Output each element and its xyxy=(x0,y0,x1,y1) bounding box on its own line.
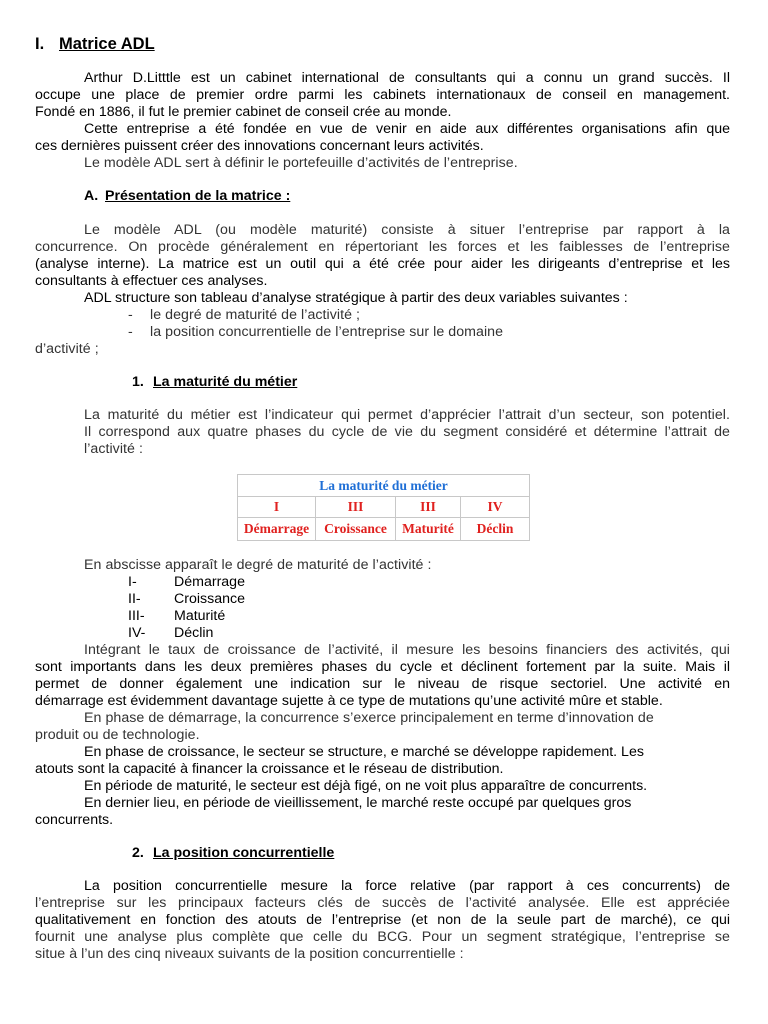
phase-list-item xyxy=(128,608,225,625)
position-line: qualitativement en fonction des atouts de l’entreprise (et non de la seule part de marché), ce qui xyxy=(35,912,730,928)
maturite-line: Il correspond aux quatre phases du cycle de vie du segment considéré et détermine l’attrait de xyxy=(84,424,730,440)
croissance-line: concurrents. xyxy=(35,812,114,828)
maturite-line: La maturité du métier est l’indicateur qui permet d’apprécier l’attrait d’un secteur, son potentiel. xyxy=(84,407,730,423)
croissance-line: produit ou de technologie. xyxy=(35,727,200,743)
croissance-line: En dernier lieu, en période de vieillissement, le marché reste occupé par quelques gros xyxy=(84,795,632,811)
intro-line: Cette entreprise a été fondée en vue de venir en aide aux différentes organisations afin que xyxy=(84,121,730,137)
phase-label: Déclin xyxy=(174,625,214,641)
croissance-line: atouts sont la capacité à financer la croissance et le réseau de distribution. xyxy=(35,761,504,777)
subsection-heading-2 xyxy=(132,845,334,862)
intro-line: occupe une place de premier ordre parmi les cabinets internationaux de conseil en management. xyxy=(35,87,730,103)
croissance-line: Intégrant le taux de croissance de l’activité, il mesure les besoins financiers des activités, qui xyxy=(84,642,730,658)
intro-line: Le modèle ADL sert à définir le portefeuille d’activités de l’entreprise. xyxy=(84,155,518,171)
croissance-line: sont importants dans les deux premières phases du cycle et déclinent fortement par la suite. Mais il xyxy=(35,659,730,675)
list-marker: III- xyxy=(128,608,145,624)
subsection-number: 1. xyxy=(132,374,144,390)
phase-label: Démarrage xyxy=(174,574,245,590)
subsection-number: A. xyxy=(84,188,99,204)
presentation-line: consultants à effectuer ces analyses. xyxy=(35,273,268,289)
table-caption: La maturité du métier xyxy=(238,475,530,497)
intro-line: ces dernières puissent créer des innovations concernant leurs activités. xyxy=(35,138,484,154)
variable-item xyxy=(128,324,503,341)
subsection-title: La position concurrentielle xyxy=(153,845,335,861)
croissance-line: permet de donner également une indication sur le niveau de risque sectoriel. Une activité en xyxy=(35,676,730,692)
phase-cell: I xyxy=(238,497,316,518)
section-title: Matrice ADL xyxy=(59,35,155,53)
table-row-phases xyxy=(238,497,530,518)
croissance-line: En phase de démarrage, la concurrence s’exerce principalement en terme d’innovation de xyxy=(84,710,654,726)
variable-text: la position concurrentielle de l’entreprise sur le domaine xyxy=(150,324,504,340)
position-line: l’entreprise sur les principaux facteurs clés de succès de l’activité analysée. Elle est appréciée xyxy=(35,895,730,911)
list-marker: - xyxy=(128,324,133,340)
intro-line: Arthur D.Litttle est un cabinet international de consultants qui a connu un grand succès. Il xyxy=(84,70,730,86)
croissance-line: démarrage est évidemment davantage sujette à ce type de mutations qu’une activité mûre et stable. xyxy=(35,693,663,709)
position-line: La position concurrentielle mesure la force relative (par rapport à ces concurrents) de xyxy=(84,878,730,894)
abscisse-intro: En abscisse apparaît le degré de maturité de l’activité : xyxy=(84,557,432,573)
variable-continuation: d’activité ; xyxy=(35,341,99,357)
section-number: I. xyxy=(35,35,45,53)
variable-text: le degré de maturité de l’activité ; xyxy=(150,307,360,323)
position-line: fournit une analyse plus complète que celle du BCG. Pour un segment stratégique, l’entreprise se xyxy=(35,929,730,945)
phase-list-item xyxy=(128,574,245,591)
table-row-names xyxy=(238,518,530,541)
croissance-line: En phase de croissance, le secteur se structure, e marché se développe rapidement. Les xyxy=(84,744,644,760)
subsection-heading-a xyxy=(84,188,290,205)
presentation-line: (analyse interne). La matrice est un outil qui a été crée pour aider les dirigeants d’entreprise et les xyxy=(35,256,730,272)
list-marker: IV- xyxy=(128,625,146,641)
subsection-heading-1 xyxy=(132,374,297,391)
section-heading xyxy=(35,36,155,53)
maturite-line: l’activité : xyxy=(84,441,143,457)
croissance-line: En période de maturité, le secteur est déjà figé, on ne voit plus apparaître de concurrents. xyxy=(84,778,648,794)
variable-item xyxy=(128,307,360,324)
phase-label: Maturité xyxy=(174,608,226,624)
list-marker: - xyxy=(128,307,133,323)
list-marker: I- xyxy=(128,574,137,590)
subsection-number: 2. xyxy=(132,845,144,861)
intro-line: Fondé en 1886, il fut le premier cabinet de conseil crée au monde. xyxy=(35,104,452,120)
phase-name-cell: Croissance xyxy=(316,518,396,541)
phase-list-item xyxy=(128,625,213,642)
maturity-table xyxy=(237,474,530,541)
phase-list-item xyxy=(128,591,245,608)
phase-cell: III xyxy=(316,497,396,518)
presentation-line: ADL structure son tableau d’analyse stratégique à partir des deux variables suivantes : xyxy=(84,290,628,306)
phase-name-cell: Déclin xyxy=(461,518,530,541)
presentation-line: Le modèle ADL (ou modèle maturité) consiste à situer l’entreprise par rapport à la xyxy=(84,222,730,238)
phase-name-cell: Maturité xyxy=(396,518,461,541)
list-marker: II- xyxy=(128,591,141,607)
phase-cell: IV xyxy=(461,497,530,518)
position-line: situe à l’un des cinq niveaux suivants de la position concurrentielle : xyxy=(35,946,464,962)
phase-cell: III xyxy=(396,497,461,518)
phase-name-cell: Démarrage xyxy=(238,518,316,541)
phase-label: Croissance xyxy=(174,591,245,607)
presentation-line: concurrence. On procède généralement en répertoriant les forces et les faiblesses de l’entreprise xyxy=(35,239,730,255)
subsection-title: Présentation de la matrice : xyxy=(105,188,291,204)
subsection-title: La maturité du métier xyxy=(153,374,298,390)
